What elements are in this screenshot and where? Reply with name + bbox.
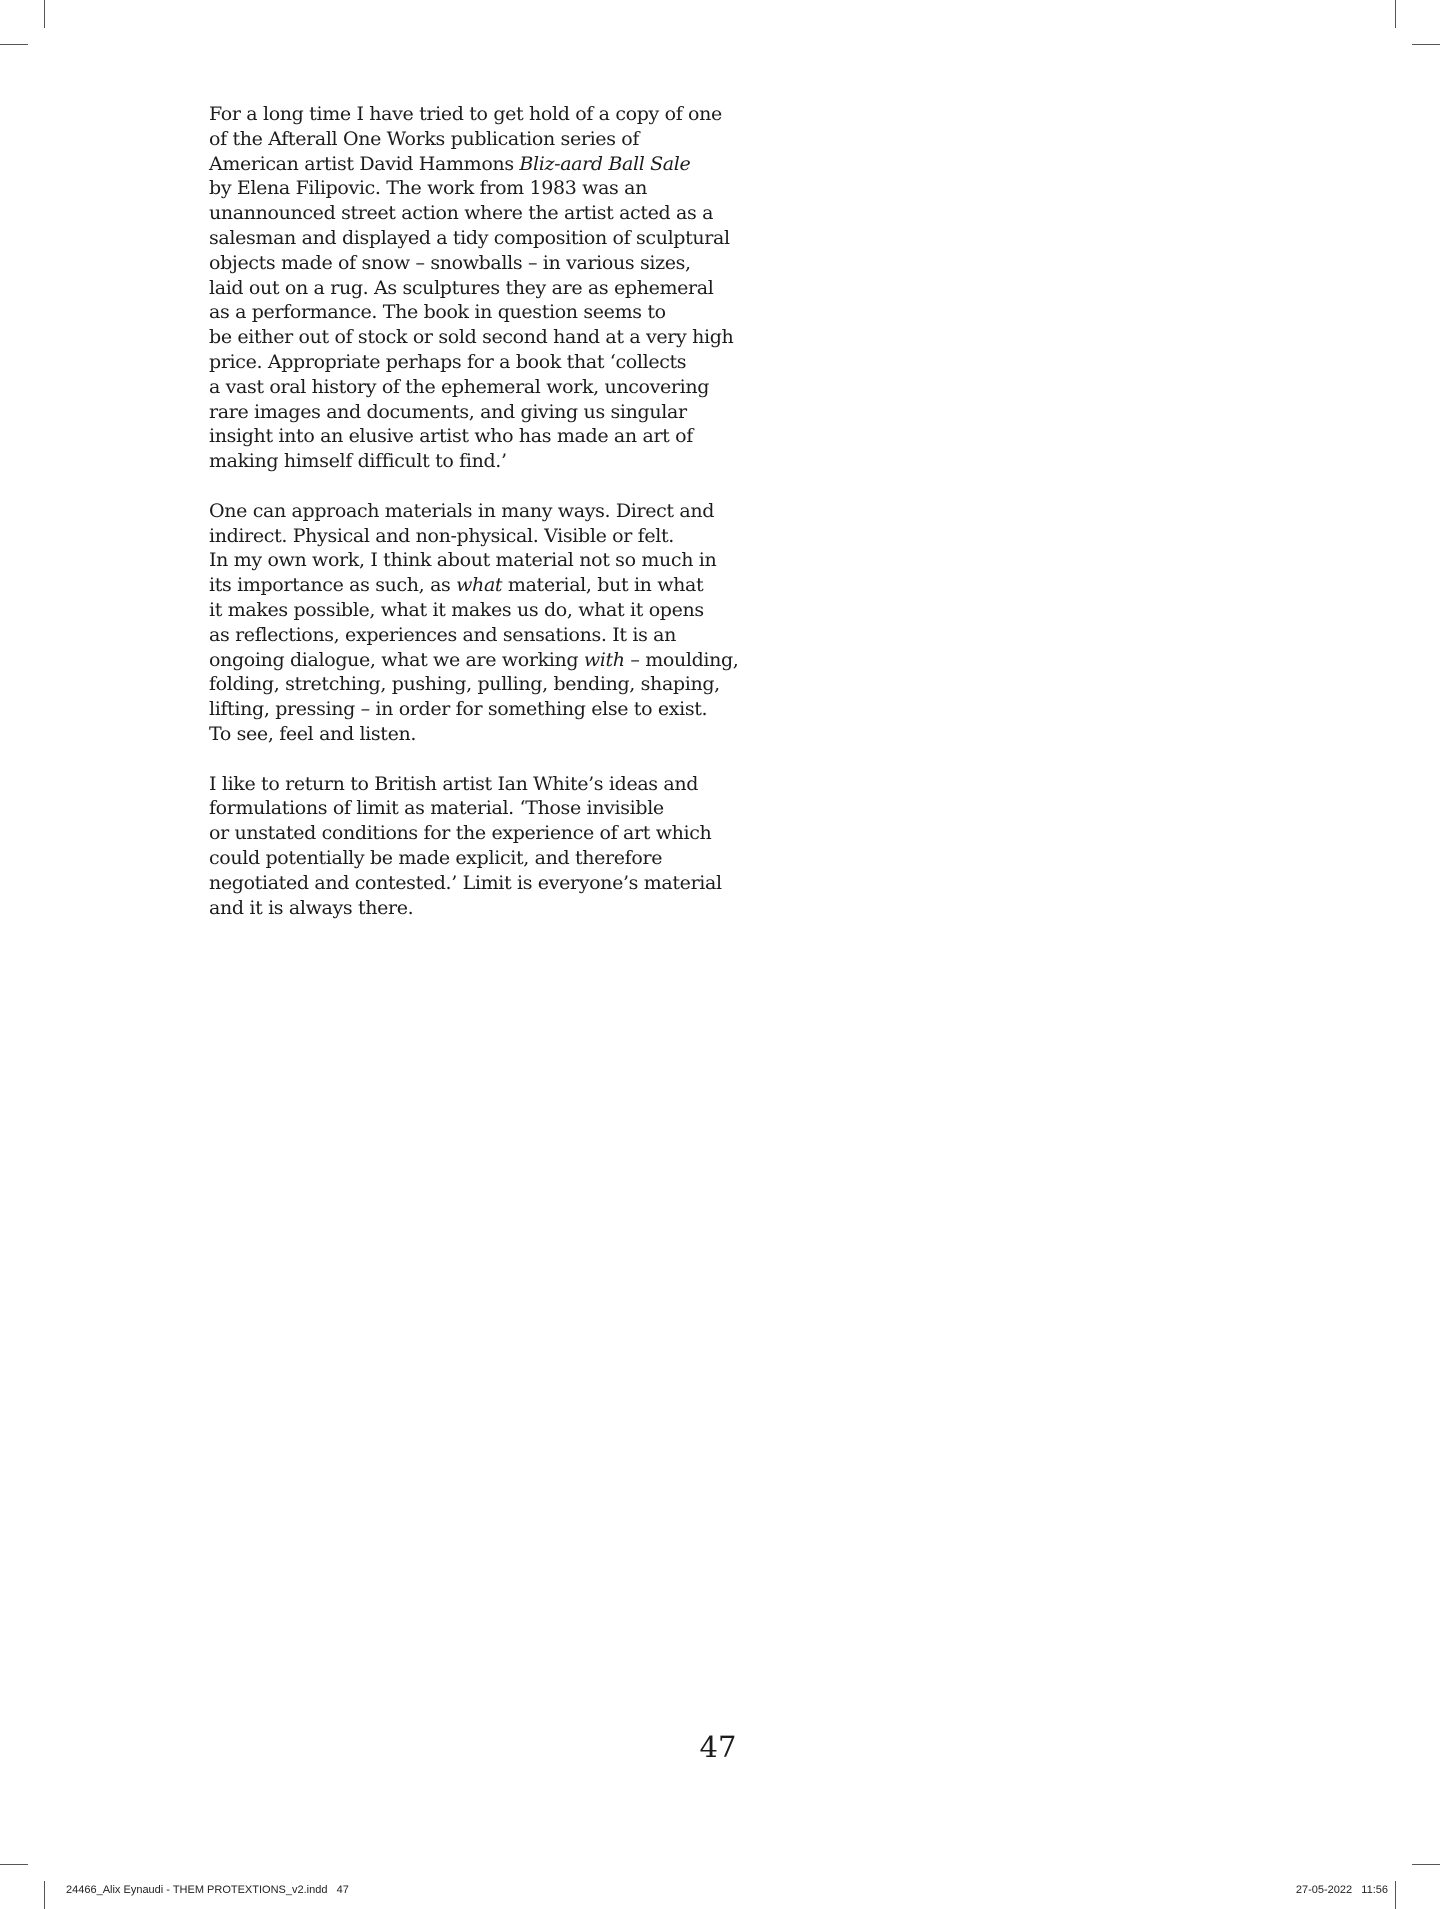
crop-mark-top-left bbox=[44, 0, 45, 28]
text-segment: folding, stretching, pushing, pulling, bending, shaping, bbox=[209, 673, 720, 696]
text-segment: To see, feel and listen. bbox=[209, 722, 417, 745]
text-segment: as a performance. The book in question seems to bbox=[209, 301, 666, 324]
text-line bbox=[209, 201, 729, 226]
text-segment: of the Afterall One Works publication series of bbox=[209, 127, 640, 150]
text-segment: For a long time I have tried to get hold of a copy of one bbox=[209, 103, 722, 125]
italic-text: what bbox=[456, 574, 503, 597]
text-segment: In my own work, I think about material not so much in bbox=[209, 549, 717, 572]
text-line bbox=[209, 896, 729, 921]
text-line bbox=[209, 127, 729, 152]
crop-mark-top-left-horizontal bbox=[0, 44, 28, 45]
text-line bbox=[209, 548, 729, 573]
text-segment: its importance as such, as bbox=[209, 574, 457, 597]
text-segment: making himself difficult to find.’ bbox=[209, 450, 507, 473]
text-segment: indirect. Physical and non-physical. Visible or felt. bbox=[209, 524, 674, 547]
text-segment: lifting, pressing – in order for something else to exist. bbox=[209, 698, 708, 721]
text-line bbox=[209, 772, 729, 797]
text-segment: or unstated conditions for the experience of art which bbox=[209, 822, 712, 845]
text-line bbox=[209, 375, 729, 400]
text-segment: material, but in what bbox=[502, 574, 704, 597]
text-segment: be either out of stock or sold second hand at a very high bbox=[209, 326, 734, 349]
italic-text: with bbox=[583, 648, 625, 671]
text-line bbox=[209, 722, 729, 747]
text-line bbox=[209, 176, 729, 201]
paragraph bbox=[209, 772, 729, 921]
text-line bbox=[209, 598, 729, 623]
slug-file-info: 24466_Alix Eynaudi - THEM PROTEXTIONS_v2.indd 47 bbox=[66, 1884, 349, 1896]
paragraph bbox=[209, 102, 734, 474]
text-segment: I like to return to British artist Ian White’s ideas and bbox=[209, 772, 699, 795]
text-segment: negotiated and contested.’ Limit is everyone’s material bbox=[209, 871, 722, 894]
text-line bbox=[209, 648, 739, 673]
text-segment: by Elena Filipovic. The work from 1983 was an bbox=[209, 177, 648, 200]
text-line bbox=[209, 276, 729, 301]
slug-date-time: 27-05-2022 11:56 bbox=[1295, 1884, 1388, 1896]
text-segment: as reflections, experiences and sensations. It is an bbox=[209, 623, 677, 646]
text-line bbox=[209, 325, 734, 350]
text-line bbox=[209, 449, 729, 474]
text-line bbox=[209, 350, 729, 375]
crop-mark-bottom-left-horizontal bbox=[0, 1864, 28, 1865]
text-line bbox=[209, 524, 729, 549]
text-segment: insight into an elusive artist who has made an art of bbox=[209, 425, 693, 448]
text-segment: – moulding, bbox=[624, 648, 739, 671]
text-segment: unannounced street action where the artist acted as a bbox=[209, 202, 714, 225]
text-line bbox=[209, 846, 729, 871]
text-line bbox=[209, 300, 729, 325]
text-segment: formulations of limit as material. ‘Those invisible bbox=[209, 797, 664, 820]
body-text-column bbox=[209, 102, 739, 945]
text-line bbox=[209, 251, 729, 276]
text-line bbox=[209, 226, 729, 251]
crop-mark-bottom-right bbox=[1395, 1881, 1396, 1909]
text-line bbox=[209, 796, 729, 821]
crop-mark-bottom-right-horizontal bbox=[1412, 1864, 1440, 1865]
text-segment: and it is always there. bbox=[209, 896, 414, 919]
text-segment: it makes possible, what it makes us do, what it opens bbox=[209, 598, 704, 621]
text-line bbox=[209, 697, 729, 722]
text-line bbox=[209, 871, 729, 896]
text-line bbox=[209, 821, 729, 846]
text-line bbox=[209, 400, 729, 425]
text-segment: objects made of snow – snowballs – in various sizes, bbox=[209, 251, 691, 274]
text-segment: could potentially be made explicit, and therefore bbox=[209, 846, 663, 869]
text-line bbox=[209, 672, 729, 697]
text-segment: laid out on a rug. As sculptures they are as ephemeral bbox=[209, 276, 714, 299]
text-line bbox=[209, 152, 729, 177]
paragraph bbox=[209, 499, 739, 747]
text-segment: a vast oral history of the ephemeral work, uncovering bbox=[209, 375, 710, 398]
text-segment: salesman and displayed a tidy composition of sculptural bbox=[209, 226, 730, 249]
text-segment: One can approach materials in many ways. Direct and bbox=[209, 499, 715, 522]
text-segment: American artist David Hammons bbox=[209, 152, 520, 175]
crop-mark-top-right-horizontal bbox=[1412, 44, 1440, 45]
text-line bbox=[209, 573, 729, 598]
text-segment: ongoing dialogue, what we are working bbox=[209, 648, 584, 671]
page-number: 47 bbox=[699, 1730, 737, 1764]
text-segment: price. Appropriate perhaps for a book that ‘collects bbox=[209, 350, 687, 373]
crop-mark-top-right bbox=[1395, 0, 1396, 28]
text-segment: rare images and documents, and giving us singular bbox=[209, 400, 687, 423]
text-line bbox=[209, 499, 729, 524]
text-line bbox=[209, 102, 729, 127]
text-line bbox=[209, 623, 729, 648]
crop-mark-bottom-left bbox=[44, 1881, 45, 1909]
text-line bbox=[209, 424, 729, 449]
italic-text: Bliz-aard Ball Sale bbox=[519, 152, 691, 175]
